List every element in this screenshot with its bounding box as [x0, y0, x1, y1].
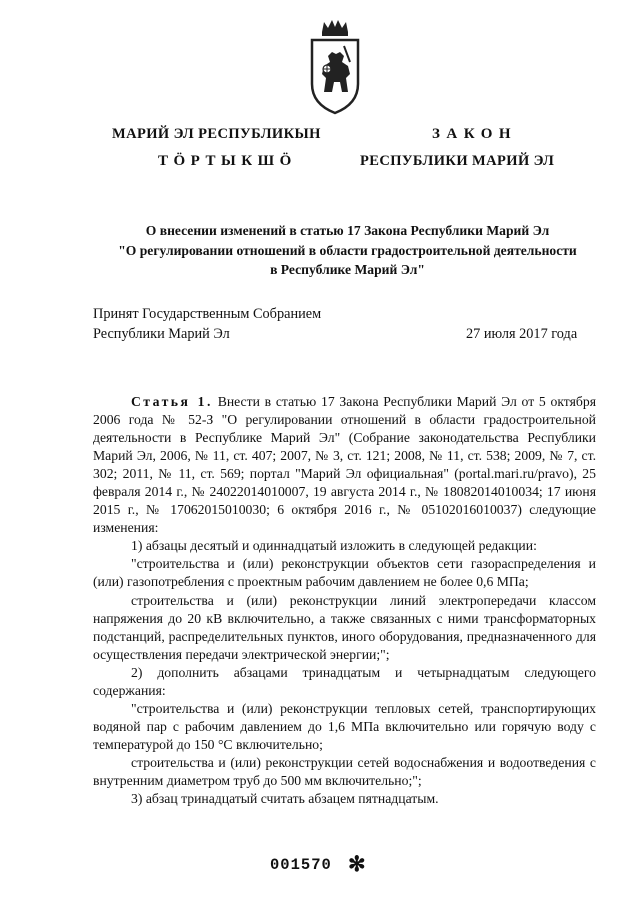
law-title-line2: "О регулировании отношений в области градостроительной деятельности — [118, 242, 577, 258]
item-3: 3) абзац тринадцатый считать абзацем пятнадцатым. — [131, 791, 439, 806]
document-serial-number: 001570 — [270, 856, 332, 874]
article-intro-text: Внести в статью 17 Закона Республики Марий Эл от 5 октября 2006 года № 52-З "О регулировании отношений в области градостроительной деятельности в Республике Марий Эл" (Собрание законодательства Республики Марий Эл, 2006, № 11, ст. 407; 2007, № 3, ст. 121; 2008, № 11, ст. 538; 2009, № 7, ст. 302; 2011, № 11, ст. 569; портал "Марий Эл официальная" (portal.mari.ru/pravo), 25 февраля 2014 г., № 24022014010007, 19 августа 2014 г., № 18082014010034; 17 июня 2015 г., № 17062015010030; 6 октября 2016 г., № 05102016010037) следующие изменения: — [93, 394, 596, 535]
article-body — [93, 393, 596, 808]
law-title-line3: в Республике Марий Эл" — [270, 262, 425, 277]
article-label: Статья 1. — [131, 394, 213, 409]
item-2-paragraph-2: строительства и (или) реконструкции сетей водоснабжения и водоотведения с внутренним диаметром труб до 500 мм включительно;"; — [93, 755, 596, 788]
adoption-statement — [93, 304, 321, 344]
item-2-paragraph-1: "строительства и (или) реконструкции тепловых сетей, транспортирующих водяной пар с рабочим давлением до 1,6 МПа включительно или горячую воду с температурой до 150 °С включительно; — [93, 701, 596, 752]
article-intro — [93, 393, 596, 537]
adoption-line1: Принят Государственным Собранием — [93, 306, 322, 322]
header-right-line2: РЕСПУБЛИКИ МАРИЙ ЭЛ — [360, 153, 555, 169]
law-title-line1: О внесении изменений в статью 17 Закона Республики Марий Эл — [145, 223, 550, 238]
item-2: 2) дополнить абзацами тринадцатым и четырнадцатым следующего содержания: — [93, 665, 596, 698]
item-1-paragraph-2: строительства и (или) реконструкции линий электропередачи классом напряжения до 20 кВ включительно, а также связанных с ними трансформаторных подстанций, распределительных пунктов, иного оборудования, предназначенного для осуществления передачи электрической энергии;"; — [93, 593, 596, 662]
item-1: 1) абзацы десятый и одиннадцатый изложить в следующей редакции: — [131, 538, 537, 553]
adoption-line2: Республики Марий Эл — [93, 326, 230, 342]
item-1-paragraph-1: "строительства и (или) реконструкции объектов сети газораспределения и (или) газопотребления с проектным рабочим давлением не более 0,6 МПа; — [93, 556, 596, 589]
header-right-line1: ЗАКОН — [432, 126, 518, 142]
asterisk-mark: ✻ — [348, 852, 366, 876]
adoption-date: 27 июля 2017 года — [466, 326, 578, 342]
law-title — [60, 221, 635, 280]
header-left-line1: МАРИЙ ЭЛ РЕСПУБЛИКЫН — [112, 126, 321, 142]
coat-of-arms-icon — [304, 18, 366, 116]
header-left-line2: ТӦРТЫКШӦ — [158, 153, 297, 169]
